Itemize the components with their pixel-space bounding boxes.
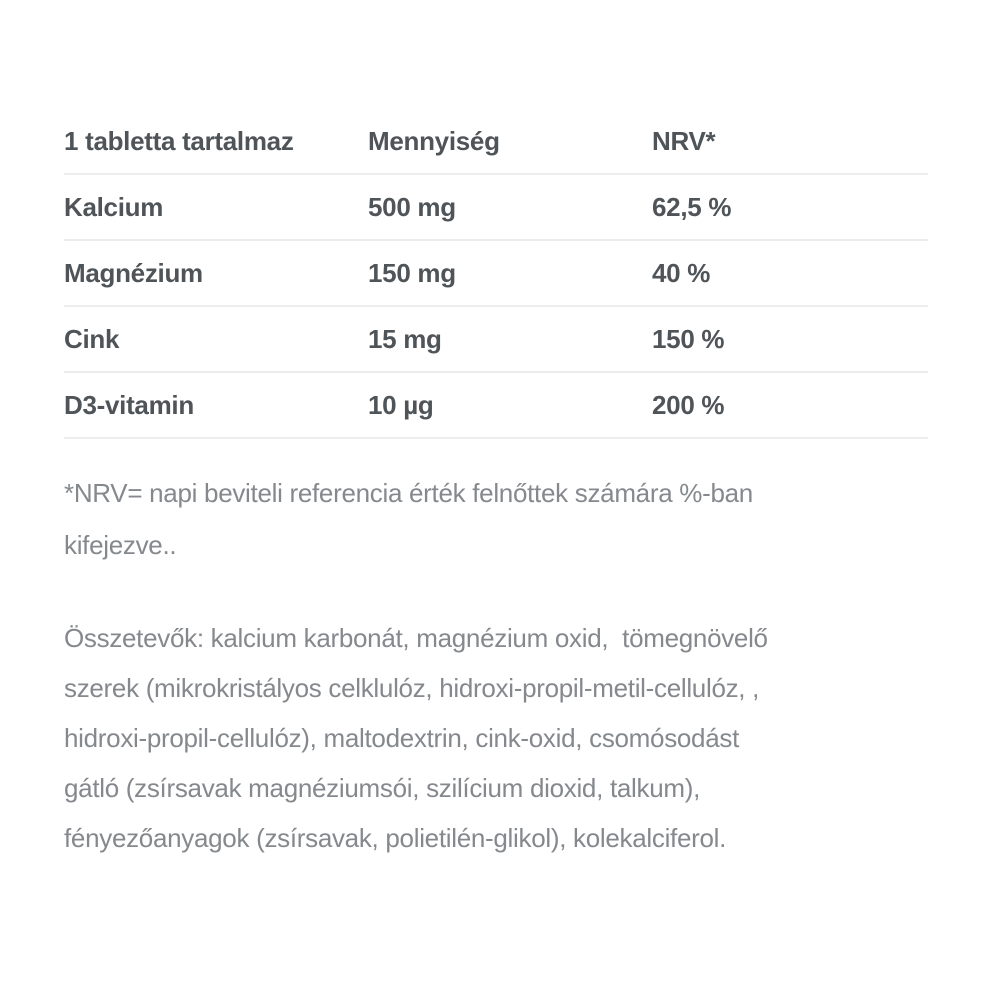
footnote-line: kifejezve.. [64,530,177,560]
nutrient-amount: 500 mg [368,191,456,222]
nutrient-name: D3-vitamin [64,389,194,420]
table-row-magnezium [64,241,928,307]
nutrient-nrv: 62,5 % [652,191,732,222]
ingredients-line: Összetevők: kalcium karbonát, magnézium oxid, tömegnövelő [64,623,768,653]
nutrient-nrv: 150 % [652,323,725,354]
nutrient-amount: 150 mg [368,257,456,288]
nutrient-name: Cink [64,323,120,354]
table-header-row [64,109,928,175]
ingredients-line: gátló (zsírsavak magnéziumsói, szilícium dioxid, talkum), [64,773,700,803]
column-header-serving: 1 tabletta tartalmaz [64,125,294,156]
nutrient-name: Kalcium [64,191,164,222]
column-header-nrv: NRV* [652,125,716,156]
table-row-d3-vitamin [64,373,928,439]
ingredients-paragraph [64,613,928,863]
ingredients-line: fényezőanyagok (zsírsavak, polietilén-glikol), kolekalciferol. [64,823,727,853]
nutrient-name: Magnézium [64,257,203,288]
supplement-facts-table [64,109,928,439]
table-row-kalcium [64,175,928,241]
nutrient-nrv: 200 % [652,389,725,420]
nutrient-nrv: 40 % [652,257,711,288]
ingredients-line: hidroxi-propil-cellulóz), maltodextrin, cink-oxid, csomósodást [64,723,739,753]
ingredients-line: szerek (mikrokristályos celklulóz, hidroxi-propil-metil-cellulóz, , [64,673,760,703]
nrv-footnote [64,467,928,571]
column-header-amount: Mennyiség [368,125,500,156]
nutrient-amount: 15 mg [368,323,442,354]
footnote-line: *NRV= napi beviteli referencia érték felnőttek számára %-ban [64,478,753,508]
table-row-cink [64,307,928,373]
nutrient-amount: 10 µg [368,389,434,420]
